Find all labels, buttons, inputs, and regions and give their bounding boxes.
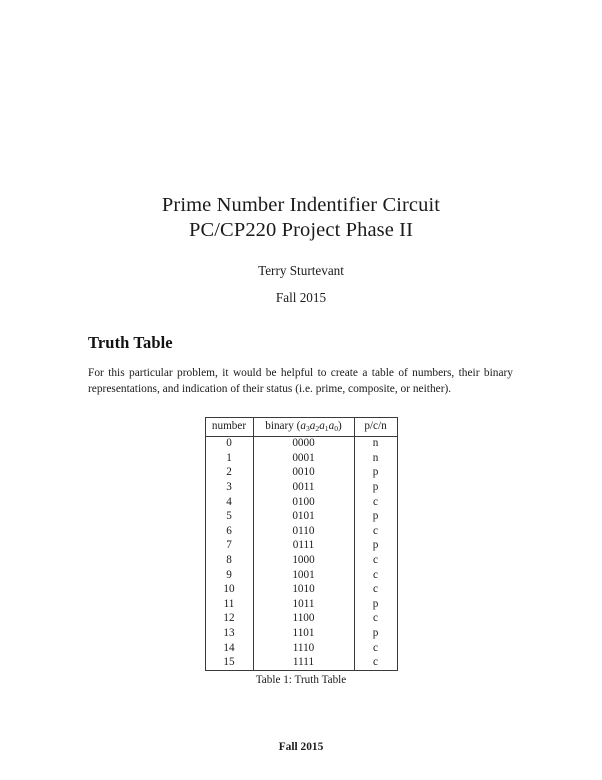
cell-binary: 1100 (253, 612, 354, 627)
cell-status: c (354, 524, 397, 539)
document-title-line-1: Prime Number Indentifier Circuit (161, 194, 441, 216)
table-row (205, 656, 397, 671)
cell-number: 6 (205, 524, 253, 539)
cell-number: 0 (205, 436, 253, 451)
cell-number: 3 (205, 480, 253, 495)
cell-status: p (354, 539, 397, 554)
cell-number: 8 (205, 553, 253, 568)
table-row (205, 510, 397, 525)
cell-binary: 1011 (253, 597, 354, 612)
table-row (205, 480, 397, 495)
var-a1: $a_1$ (319, 420, 329, 433)
document-date: Fall 2015 (275, 290, 327, 305)
table-row (205, 626, 397, 641)
table-row (205, 451, 397, 466)
cell-number: 9 (205, 568, 253, 583)
cell-status: c (354, 568, 397, 583)
cell-number: 14 (205, 641, 253, 656)
cell-number: 15 (205, 656, 253, 671)
table-row (205, 495, 397, 510)
binary-header-suffix: ) (338, 420, 342, 432)
cell-binary: 1110 (253, 641, 354, 656)
cell-binary: 0000 (253, 436, 354, 451)
cell-binary: 1000 (253, 553, 354, 568)
cell-status: c (354, 583, 397, 598)
cell-binary: 0010 (253, 466, 354, 481)
cell-status: n (354, 451, 397, 466)
cell-status: c (354, 641, 397, 656)
cell-binary: 0101 (253, 510, 354, 525)
page-footer: Fall 2015 (278, 741, 324, 753)
table-row (205, 612, 397, 627)
cell-status: p (354, 626, 397, 641)
table-row (205, 436, 397, 451)
cell-status: p (354, 466, 397, 481)
cell-number: 1 (205, 451, 253, 466)
column-header-number: number (205, 418, 253, 437)
var-a0: $a_0$ (328, 420, 338, 433)
cell-binary: 1010 (253, 583, 354, 598)
table-row (205, 583, 397, 598)
truth-table-head (205, 418, 397, 437)
cell-binary: 0001 (253, 451, 354, 466)
table-caption: Table 1: Truth Table (255, 674, 347, 686)
cell-number: 7 (205, 539, 253, 554)
truth-table (205, 417, 398, 671)
table-row (205, 553, 397, 568)
table-row (205, 524, 397, 539)
cell-binary: 1101 (253, 626, 354, 641)
cell-status: p (354, 480, 397, 495)
var-a3: $a_3$ (300, 420, 310, 433)
binary-header-vars (300, 420, 338, 432)
truth-table-body (205, 436, 397, 671)
table-row (205, 539, 397, 554)
cell-number: 12 (205, 612, 253, 627)
cell-number: 2 (205, 466, 253, 481)
truth-table-container (0, 417, 602, 671)
cell-number: 5 (205, 510, 253, 525)
document-author: Terry Sturtevant (258, 263, 344, 278)
cell-binary: 0111 (253, 539, 354, 554)
cell-status: c (354, 495, 397, 510)
table-row (205, 641, 397, 656)
title-block (0, 193, 602, 243)
cell-status: n (354, 436, 397, 451)
truth-table-header-row (205, 418, 397, 437)
cell-number: 13 (205, 626, 253, 641)
cell-number: 11 (205, 597, 253, 612)
cell-status: c (354, 612, 397, 627)
cell-binary: 0100 (253, 495, 354, 510)
column-header-binary (253, 418, 354, 437)
section-paragraph: For this particular problem, it would be helpful to create a table of numbers, their binary representations, and indication of their status (i.e. prime, composite, or neither). (88, 367, 513, 395)
column-header-status: p/c/n (354, 418, 397, 437)
table-row (205, 568, 397, 583)
binary-header-prefix: binary ( (265, 420, 301, 432)
cell-binary: 0011 (253, 480, 354, 495)
cell-binary: 1001 (253, 568, 354, 583)
document-title-line-2: PC/CP220 Project Phase II (188, 219, 414, 241)
var-a2: $a_2$ (309, 420, 320, 433)
cell-number: 4 (205, 495, 253, 510)
cell-status: c (354, 553, 397, 568)
cell-number: 10 (205, 583, 253, 598)
cell-status: p (354, 510, 397, 525)
cell-binary: 1111 (253, 656, 354, 671)
table-row (205, 466, 397, 481)
table-row (205, 597, 397, 612)
section-heading-truth-table: Truth Table (88, 333, 173, 352)
cell-status: p (354, 597, 397, 612)
cell-binary: 0110 (253, 524, 354, 539)
cell-status: c (354, 656, 397, 671)
